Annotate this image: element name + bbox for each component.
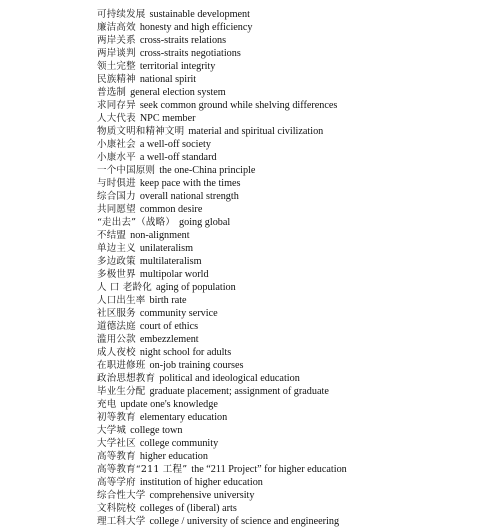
glossary-entry (97, 86, 500, 99)
glossary-entry (97, 359, 500, 372)
english-translation: overall national strength (139, 191, 239, 202)
glossary-entry (97, 73, 500, 86)
english-translation: colleges of (liberal) arts (139, 503, 237, 514)
english-translation: higher education (139, 451, 208, 462)
english-translation: the one-China principle (159, 165, 256, 176)
chinese-term: “走出去”（战略） (97, 217, 176, 228)
glossary-entry (97, 294, 500, 307)
chinese-term: 领土完整 (97, 61, 136, 72)
glossary-entry (97, 255, 500, 268)
chinese-term: 不结盟 (97, 230, 127, 241)
english-translation: territorial integrity (139, 61, 216, 72)
glossary-entry (97, 21, 500, 34)
glossary-entry (97, 385, 500, 398)
chinese-term: 成人夜校 (97, 347, 136, 358)
english-translation: a well-off standard (139, 152, 217, 163)
english-translation: on-job training courses (149, 360, 244, 371)
glossary-entry (97, 164, 500, 177)
chinese-term: 多极世界 (97, 269, 136, 280)
glossary-entry (97, 346, 500, 359)
chinese-term: 毕业生分配 (97, 386, 146, 397)
english-translation: general election system (130, 87, 226, 98)
english-translation: birth rate (149, 295, 187, 306)
glossary-entry (97, 372, 500, 385)
english-translation: national spirit (139, 74, 197, 85)
glossary-entry (97, 8, 500, 21)
chinese-term: 单边主义 (97, 243, 136, 254)
chinese-term: 大学社区 (97, 438, 136, 449)
english-translation: a well-off society (139, 139, 211, 150)
english-translation: graduate placement; assignment of graduate (149, 386, 329, 397)
english-translation: college community (139, 438, 219, 449)
glossary-entry (97, 268, 500, 281)
chinese-term: 一个中国原则 (97, 165, 156, 176)
chinese-term: 人 口 老龄化 (97, 282, 152, 293)
glossary-entry (97, 125, 500, 138)
chinese-term: 普选制 (97, 87, 127, 98)
chinese-term: 民族精神 (97, 74, 136, 85)
english-translation: community service (139, 308, 218, 319)
glossary-entry (97, 112, 500, 125)
english-translation: NPC member (139, 113, 196, 124)
english-translation: multipolar world (139, 269, 209, 280)
english-translation: elementary education (139, 412, 228, 423)
glossary-entry (97, 242, 500, 255)
chinese-term: 大学城 (97, 425, 127, 436)
glossary-entry (97, 333, 500, 346)
english-translation: common desire (139, 204, 203, 215)
glossary-entry (97, 47, 500, 60)
english-translation: college / university of science and engineering (149, 516, 340, 527)
chinese-term: 小康水平 (97, 152, 136, 163)
glossary-entry (97, 138, 500, 151)
english-translation: honesty and high efficiency (139, 22, 253, 33)
chinese-term: 充电 (97, 399, 117, 410)
chinese-term: 共同愿望 (97, 204, 136, 215)
glossary-entry (97, 177, 500, 190)
english-translation: sustainable development (149, 9, 250, 20)
english-translation: keep pace with the times (139, 178, 241, 189)
chinese-term: 在职进修班 (97, 360, 146, 371)
english-translation: the “211 Project” for higher education (191, 464, 347, 475)
english-translation: material and spiritual civilization (188, 126, 324, 137)
chinese-term: 文科院校 (97, 503, 136, 514)
english-translation: college town (130, 425, 183, 436)
glossary-entry (97, 229, 500, 242)
english-translation: comprehensive university (149, 490, 255, 501)
chinese-term: 物质文明和精神文明 (97, 126, 185, 137)
english-translation: going global (179, 217, 231, 228)
chinese-term: 滥用公款 (97, 334, 136, 345)
english-translation: night school for adults (139, 347, 232, 358)
chinese-term: 社区服务 (97, 308, 136, 319)
chinese-term: 综合性大学 (97, 490, 146, 501)
chinese-term: 初等教育 (97, 412, 136, 423)
glossary-entry (97, 151, 500, 164)
glossary-entry (97, 99, 500, 112)
glossary-entry (97, 463, 500, 476)
english-translation: multilateralism (139, 256, 202, 267)
english-translation: cross-straits negotiations (139, 48, 241, 59)
chinese-term: 综合国力 (97, 191, 136, 202)
chinese-term: 人大代表 (97, 113, 136, 124)
chinese-term: 廉洁高效 (97, 22, 136, 33)
chinese-term: 求同存异 (97, 100, 136, 111)
chinese-term: 政治思想教育 (97, 373, 156, 384)
chinese-term: 两岸关系 (97, 35, 136, 46)
english-translation: unilateralism (139, 243, 193, 254)
glossary-entry (97, 307, 500, 320)
glossary-entry (97, 60, 500, 73)
glossary-entry (97, 411, 500, 424)
glossary-entry (97, 450, 500, 463)
glossary-entry (97, 515, 500, 528)
english-translation: court of ethics (139, 321, 199, 332)
glossary-entry (97, 398, 500, 411)
glossary-entry (97, 203, 500, 216)
chinese-term: 与时俱进 (97, 178, 136, 189)
chinese-term: 小康社会 (97, 139, 136, 150)
chinese-term: 人口出生率 (97, 295, 146, 306)
glossary-entry (97, 489, 500, 502)
glossary-entry (97, 502, 500, 515)
english-translation: embezzlement (139, 334, 199, 345)
english-translation: update one's knowledge (120, 399, 218, 410)
english-translation: political and ideological education (159, 373, 300, 384)
glossary-entry (97, 320, 500, 333)
chinese-term: 可持续发展 (97, 9, 146, 20)
chinese-term: 两岸谈判 (97, 48, 136, 59)
glossary-entry (97, 437, 500, 450)
glossary-entry (97, 216, 500, 229)
chinese-term: 理工科大学 (97, 516, 146, 527)
chinese-term: 高等教育 (97, 451, 136, 462)
glossary-entry (97, 281, 500, 294)
chinese-term: 高等教育“211 工程” (97, 464, 188, 475)
english-translation: institution of higher education (139, 477, 263, 488)
english-translation: non-alignment (130, 230, 190, 241)
chinese-term: 多边政策 (97, 256, 136, 267)
glossary-entry (97, 190, 500, 203)
chinese-term: 高等学府 (97, 477, 136, 488)
english-translation: aging of population (155, 282, 236, 293)
chinese-term: 道德法庭 (97, 321, 136, 332)
glossary-entry (97, 34, 500, 47)
english-translation: seek common ground while shelving differences (139, 100, 338, 111)
english-translation: cross-straits relations (139, 35, 227, 46)
glossary-entry (97, 424, 500, 437)
glossary-entry (97, 476, 500, 489)
